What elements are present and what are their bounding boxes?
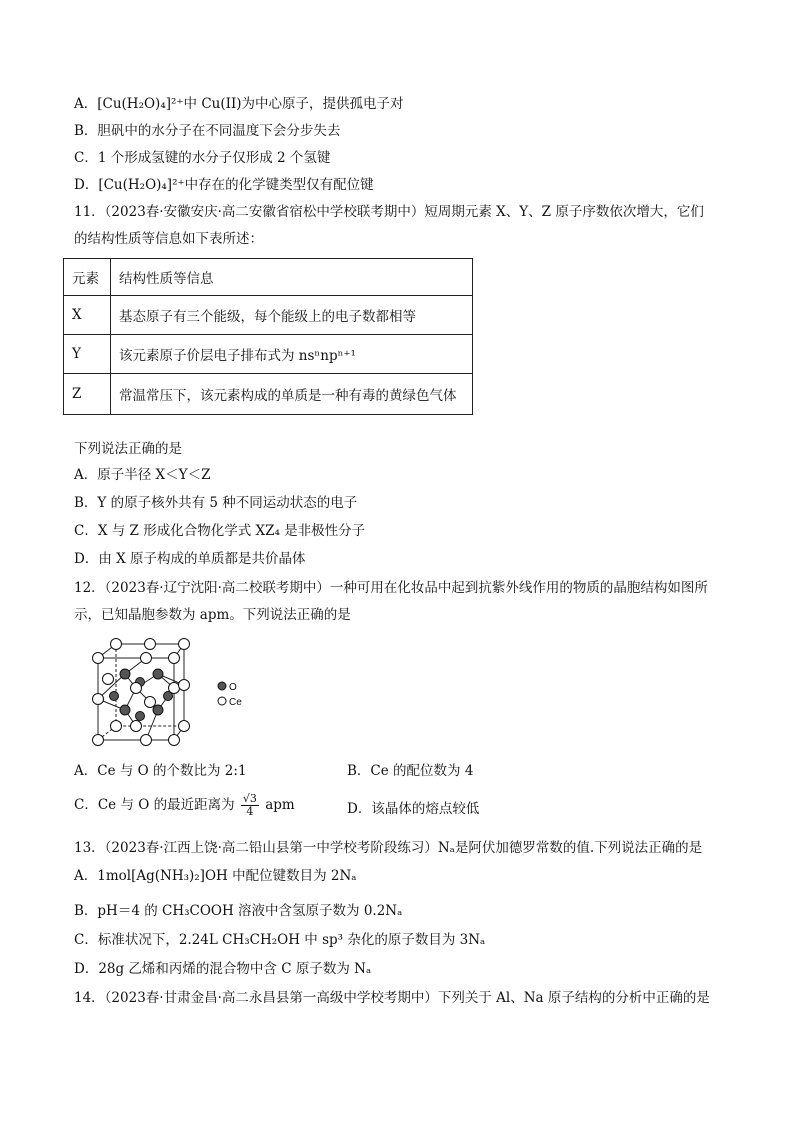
table-cell: 基态原子有三个能级，每个能级上的电子数都相等 [111,296,473,335]
q12-option-c [74,793,295,818]
q11-option-c: C．X 与 Z 形成化合物化学式 XZ₄ 是非极性分子 [74,523,366,539]
q10-option-a: A．[Cu(H₂O)₄]²⁺中 Cu(II)为中心原子，提供孤电子对 [74,96,404,112]
table-row [64,335,473,374]
q12-stem-line1: 12．（2023春·辽宁沈阳·高二校联考期中）一种可用在化妆品中起到抗紫外线作用的物质的晶胞结构如图所 [74,580,708,596]
q12-option-b: B．Ce 的配位数为 4 [347,763,474,779]
table-cell: 该元素原子价层电子排布式为 nsⁿnpⁿ⁺¹ [111,335,473,374]
q11-option-d: D．由 X 原子构成的单质都是共价晶体 [74,551,306,567]
q11-stem-line1: 11．（2023春·安徽安庆·高二安徽省宿松中学校联考期中）短周期元素 X、Y、Z 原子序数依次增大，它们 [74,204,704,220]
table-header-row [64,259,473,296]
q12-option-a: A．Ce 与 O 的个数比为 2:1 [74,763,247,779]
crystal-structure-figure [88,636,258,748]
element-info-table [63,258,473,415]
q12-option-c-suffix: apm [265,797,295,813]
q11-stem-line2: 的结构性质等信息如下表所述： [74,231,263,247]
q10-option-c: C．1 个形成氢键的水分子仅形成 2 个氢键 [74,150,331,166]
q10-option-b: B．胆矾中的水分子在不同温度下会分步失去 [74,123,341,139]
q13-stem: 13．（2023春·江西上饶·高二铅山县第一中学校考阶段练习）Nₐ是阿伏加德罗常数的值.下列说法正确的是 [74,840,703,856]
q12-option-c-prefix: C．Ce 与 O 的最近距离为 [74,797,235,813]
fraction-numerator: √3 [242,792,257,805]
q11-option-a: A．原子半径 X＜Y＜Z [74,467,211,483]
q10-option-d: D．[Cu(H₂O)₄]²⁺中存在的化学键类型仅有配位键 [74,177,374,193]
fraction [241,793,259,818]
fraction-denominator: 4 [246,805,254,818]
q13-option-b: B．pH＝4 的 CH₃COOH 溶液中含氢原子数为 0.2Nₐ [74,903,403,919]
q12-stem-line2: 示，已知晶胞参数为 apm。下列说法正确的是 [74,607,351,623]
q13-option-c: C．标准状况下，2.24L CH₃CH₂OH 中 sp³ 杂化的原子数目为 3Nₐ [74,932,486,948]
table-row [64,374,473,415]
table-cell: X [64,296,111,335]
table-cell: Y [64,335,111,374]
q13-option-a: A．1mol[Ag(NH₃)₂]OH 中配位键数目为 2Nₐ [74,868,357,884]
legend-o-marker [218,682,226,690]
legend-ce-marker [218,697,226,705]
q14-stem: 14．（2023春·甘肃金昌·高二永昌县第一高级中学校考期中）下列关于 Al、Na 原子结构的分析中正确的是 [74,990,710,1006]
table-header-cell: 元素 [64,259,111,296]
table-header-cell: 结构性质等信息 [111,259,473,296]
table-cell: 常温常压下，该元素构成的单质是一种有毒的黄绿色气体 [111,374,473,415]
q11-question: 下列说法正确的是 [74,441,182,457]
q11-option-b: B．Y 的原子核外共有 5 种不同运动状态的电子 [74,495,358,511]
legend-ce-label: Ce [229,697,242,708]
legend-o-label: O [229,682,237,693]
q13-option-d: D．28g 乙烯和丙烯的混合物中含 C 原子数为 Nₐ [74,961,372,977]
table-cell: Z [64,374,111,415]
table-row [64,296,473,335]
q12-option-d: D．该晶体的熔点较低 [347,801,480,817]
